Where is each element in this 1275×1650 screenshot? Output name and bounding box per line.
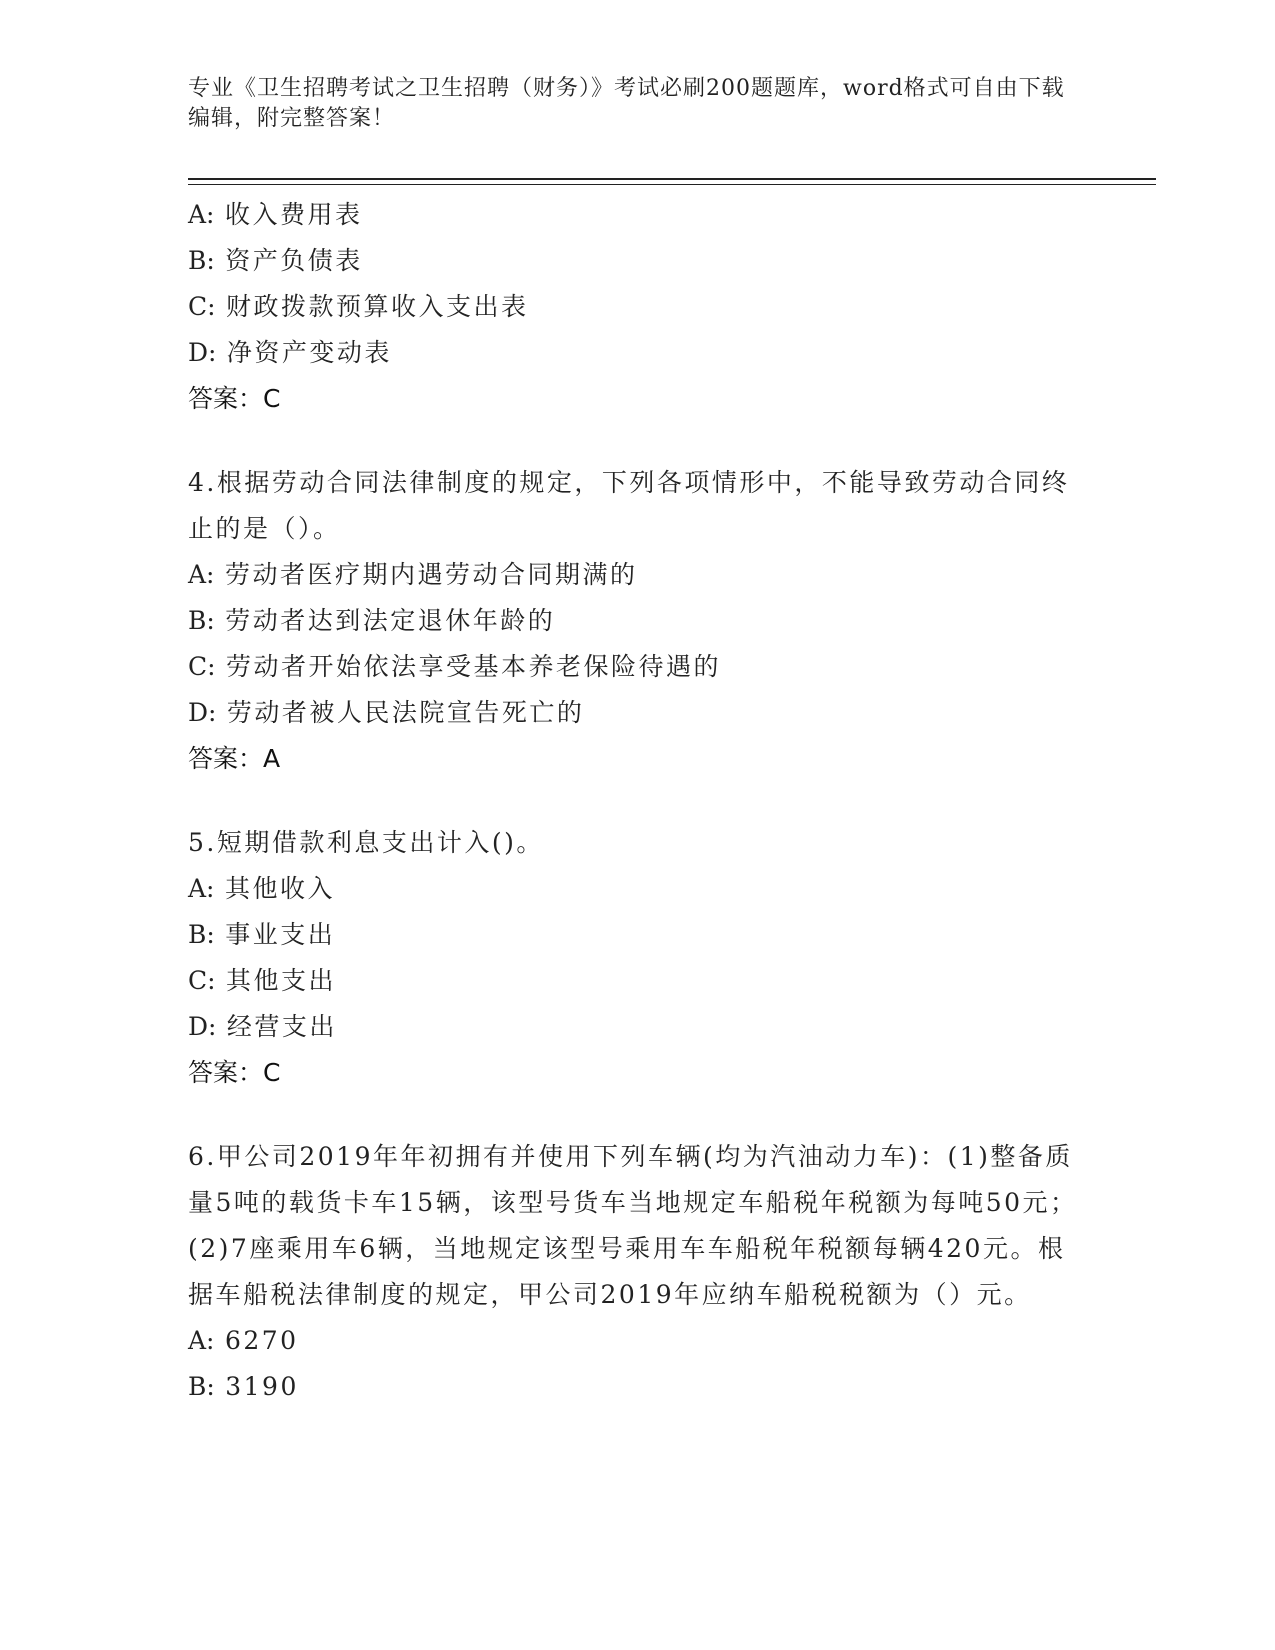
question-4-text: 4.根据劳动合同法律制度的规定，下列各项情形中，不能导致劳动合同终止的是（）。 [188,468,1070,543]
option-b: B: 劳动者达到法定退休年龄的 [188,606,556,635]
option-a: A: 其他收入 [188,874,335,903]
option-b: B: 事业支出 [188,920,336,949]
option-c: C: 劳动者开始依法享受基本养老保险待遇的 [188,652,722,681]
answer-line: 答案：C [188,384,281,413]
option-d: D: 经营支出 [188,1012,337,1041]
option-d: D: 净资产变动表 [188,338,392,367]
option-a: A: 劳动者医疗期内遇劳动合同期满的 [188,560,638,589]
option-a: A: 收入费用表 [188,200,363,229]
header-divider-thin [188,184,1156,185]
option-a: A: 6270 [188,1326,299,1355]
option-c: C: 财政拨款预算收入支出表 [188,292,529,321]
question-6-text: 6.甲公司2019年年初拥有并使用下列车辆(均为汽油动力车)：(1)整备质量5吨的载货卡车15辆，该型号货车当地规定车船税年税额为每吨50元；(2)7座乘用车6辆，当地规定该型号乘用车车船税年税额每辆420元。根据车船税法律制度的规定，甲公司2019年应纳车船税税额为（）元。 [188,1142,1078,1309]
option-c: C: 其他支出 [188,966,337,995]
question-content [188,192,1088,1410]
option-b: B: 资产负债表 [188,246,363,275]
option-d: D: 劳动者被人民法院宣告死亡的 [188,698,585,727]
header-divider [188,178,1156,180]
question-5-text: 5.短期借款利息支出计入()。 [188,828,544,857]
option-b: B: 3190 [188,1372,299,1401]
document-header: 专业《卫生招聘考试之卫生招聘（财务）》考试必刷200题题库，word格式可自由下载编辑，附完整答案！ [188,76,1065,131]
answer-line: 答案：C [188,1058,281,1087]
answer-line: 答案：A [188,744,281,773]
